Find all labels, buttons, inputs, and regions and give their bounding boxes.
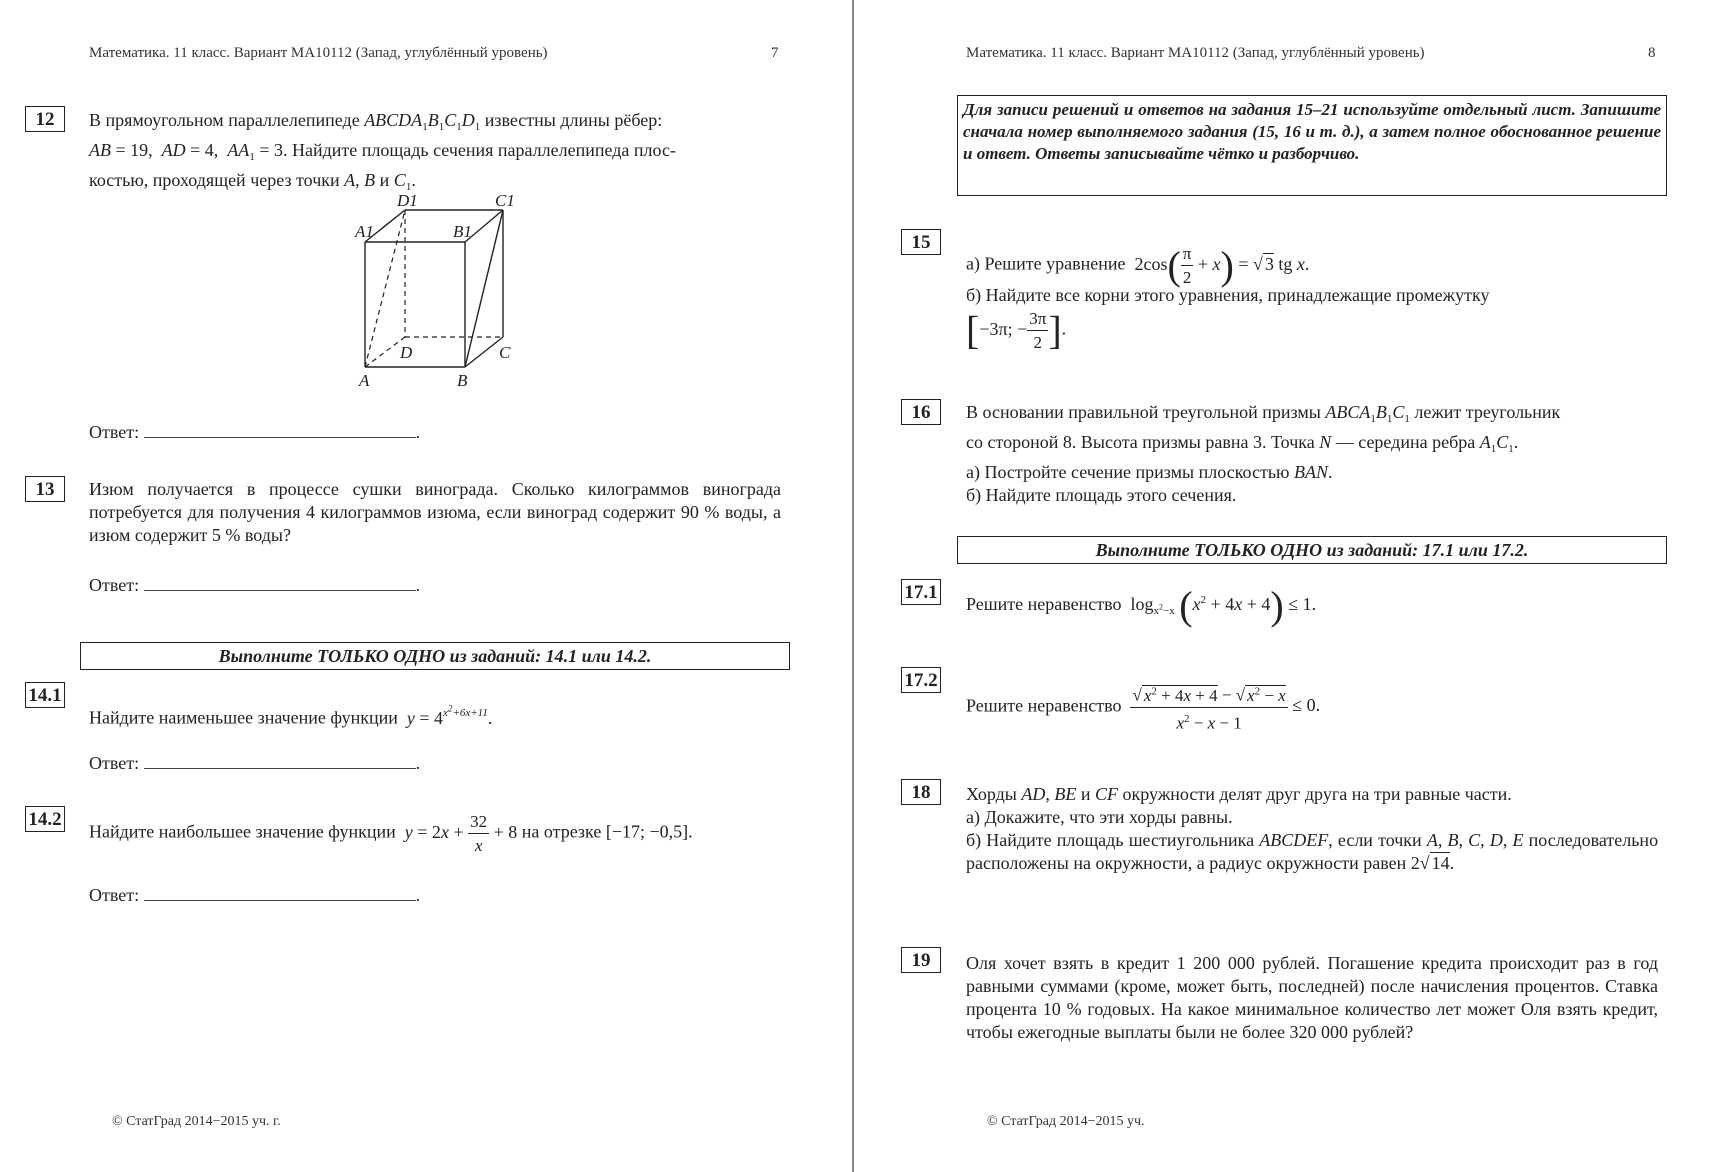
page-header: Математика. 11 класс. Вариант МА10112 (Запад, углублённый уровень) — [966, 45, 1425, 61]
choice-header: Выполните ТОЛЬКО ОДНО из заданий: 14.1 или 14.2. — [80, 642, 790, 670]
task-number: 17.2 — [901, 667, 941, 693]
task-number: 18 — [901, 779, 941, 805]
page-footer: © СтатГрад 2014−2015 уч. г. — [112, 1114, 281, 1129]
task-12-text: В прямоугольном параллелепипеде $ABCDA_1B_1C_1D_1$ известны длины рёбер: AB = 19, AD = 4, $AA_1 = 3$. Найдите площадь сечения параллелепипеда плос- костью, проходящей через точки A, B и $C_1$. — [89, 110, 676, 193]
vertex-label: B1 — [453, 222, 472, 241]
task-18-text: Хорды AD, BE и CF окружности делят друг друга на три равные части. а) Докажите, что эти хорды равны. б) Найдите площадь шестиугольника ABCDEF, если точки A, B, C, D, E последовательно расположены на окружности, а радиус окружности равен 2√ 14. — [966, 784, 1659, 873]
vertex-label: C — [499, 343, 511, 362]
left-page — [0, 0, 852, 1172]
vertex-label: A — [359, 371, 370, 390]
page-divider — [852, 0, 854, 1172]
task-number: 14.2 — [25, 806, 65, 832]
vertex-label: D — [400, 343, 413, 362]
answer-line[interactable]: Ответ: . — [89, 885, 421, 905]
task-14-2-text: Найдите наибольшее значение функции y = 2x + $\frac{32}{x}$ + 8 на отрезке [−17; −0,5]. — [89, 812, 693, 855]
page-number: 8 — [1648, 45, 1656, 61]
task-17-1-text: Решите неравенство $\log_{x^2-x} (x^2 + 4x + 4) \le 1$. — [966, 582, 1317, 628]
answer-line[interactable]: Ответ: . — [89, 422, 421, 442]
task-number: 19 — [901, 947, 941, 973]
choice-header: Выполните ТОЛЬКО ОДНО из заданий: 17.1 или 17.2. — [957, 536, 1667, 564]
task-number: 14.1 — [25, 682, 65, 708]
task-16-text: В основании правильной треугольной призмы $ABCA_1B_1C_1$ лежит треугольник со стороной 8. Высота призмы равна 3. Точка N — середина ребра $A_1C_1$. а) Постройте сечение призмы плоскостью BAN. б) Найдите площадь этого сечения. — [966, 402, 1561, 505]
parallelepiped-figure — [345, 192, 525, 392]
vertex-label: C1 — [495, 192, 515, 210]
task-15-b: б) Найдите все корни этого уравнения, принадлежащие промежутку — [966, 285, 1490, 305]
instruction-box: Для записи решений и ответов на задания 15–21 используйте отдельный лист. Запишите сначала номер выполняемого задания (15, 16 и т. д.), а затем полное обоснованное решение и ответ. Ответы записывайте чётко и разборчиво. — [957, 95, 1667, 196]
page-footer: © СтатГрад 2014−2015 уч. — [987, 1114, 1145, 1129]
page-header: Математика. 11 класс. Вариант МА10112 (Запад, углублённый уровень) — [89, 45, 548, 61]
answer-line[interactable]: Ответ: . — [89, 753, 421, 773]
task-13-text: Изюм получается в процессе сушки винограда. Сколько килограммов винограда потребуется для получения 4 килограммов изюма, если виноград содержит 90 % воды, а изюм содержит 5 % воды? — [89, 479, 781, 545]
answer-line[interactable]: Ответ: . — [89, 575, 421, 595]
task-15-a: а) Решите уравнение 2cos( $\frac{\pi}{2}$ + x) = √ 3 tg x. — [966, 242, 1310, 288]
vertex-label: D1 — [397, 192, 418, 210]
task-19-text: Оля хочет взять в кредит 1 200 000 рублей. Погашение кредита происходит раз в год равными суммами (кроме, может быть, последней) после начисления процентов. Ставка процента 10 % годовых. На какое минимальное количество лет может Оля взять кредит, чтобы ежегодные выплаты были не более 320 000 рублей? — [966, 953, 1658, 1042]
page-number: 7 — [771, 45, 779, 61]
task-number: 13 — [25, 476, 65, 502]
vertex-label: A1 — [355, 222, 374, 241]
vertex-label: B — [457, 371, 468, 390]
task-15-interval: [−3π; − $\frac{3\pi}{2}$ ]. — [966, 307, 1067, 353]
task-14-1-text: Найдите наименьшее значение функции $y = 4^{x^2+6x+11}$. — [89, 703, 493, 728]
task-number: 16 — [901, 399, 941, 425]
task-number: 12 — [25, 106, 65, 132]
task-17-2-text: Решите неравенство $\frac{√ x^2 + 4x + 4 - √ x^2 - x}{x^2 - x - 1}$ ≤ 0. — [966, 680, 1320, 734]
task-number: 15 — [901, 229, 941, 255]
right-page — [856, 0, 1714, 1172]
task-number: 17.1 — [901, 579, 941, 605]
